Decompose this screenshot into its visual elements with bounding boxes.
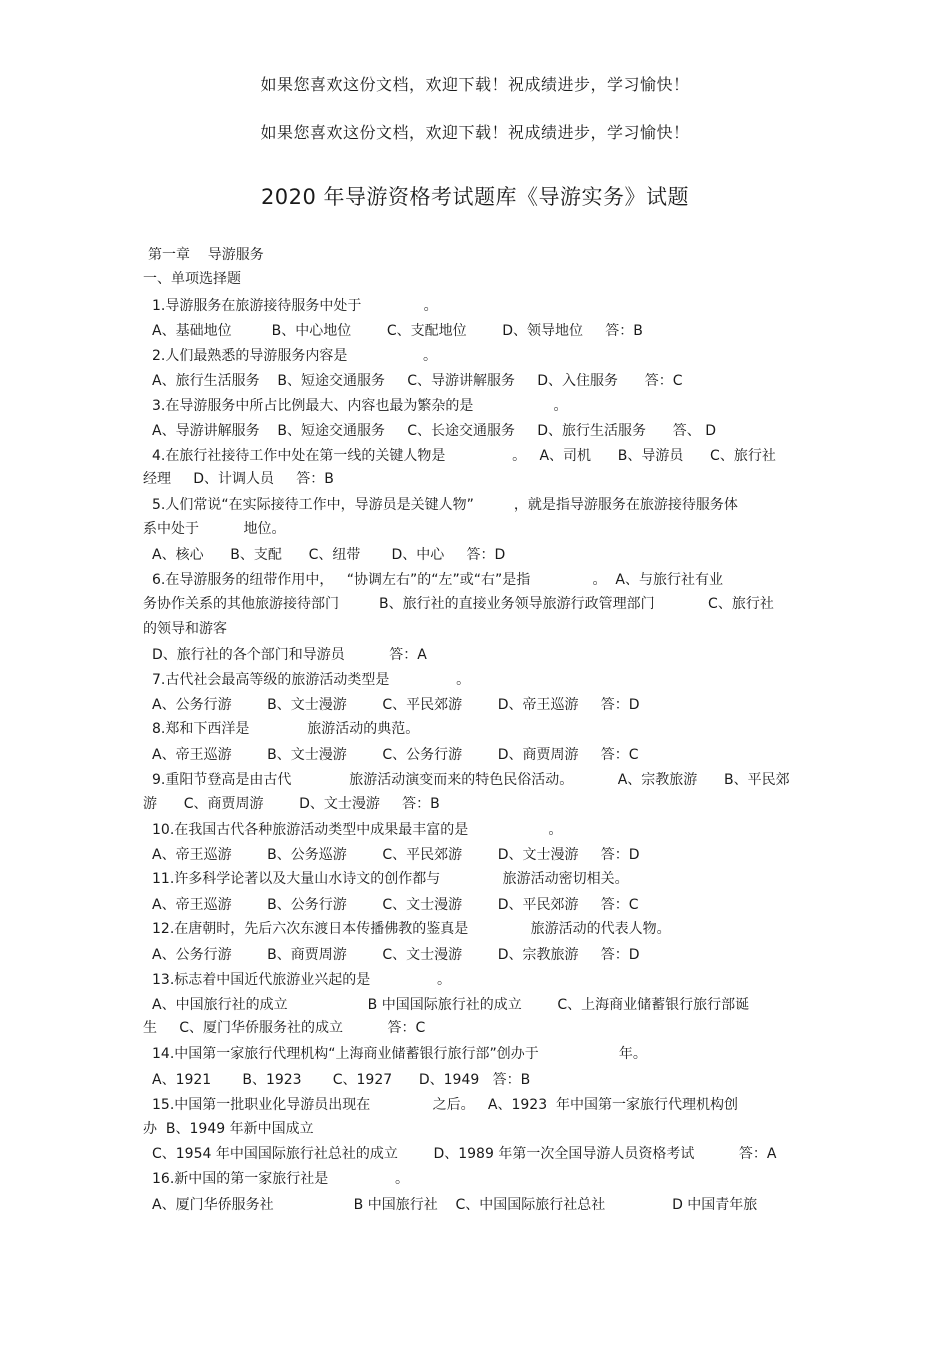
answer-options: A、导游讲解服务 B、短途交通服务 C、长途交通服务 D、旅行生活服务 答、 D — [152, 423, 716, 439]
question-text: 5.人们常说“在实际接待工作中，导游员是关键人物” ，就是指导游服务在旅游接待服务体 — [152, 497, 738, 513]
answer-options: A、核心 B、支配 C、纽带 D、中心 答：D — [152, 547, 506, 563]
download-banner-2: 如果您喜欢这份文档，欢迎下载！祝成绩进步，学习愉快！ — [260, 123, 690, 142]
question-text: 13.标志着中国近代旅游业兴起的是 。 — [152, 972, 452, 988]
answer-options: D、旅行社的各个部门和导游员 答：A — [152, 647, 427, 663]
question-text: 6.在导游服务的纽带作用中， “协调左右”的“左”或“右”是指 。 A、与旅行社有业 — [152, 572, 724, 588]
question-text: 8.郑和下西洋是 旅游活动的典范。 — [152, 721, 420, 737]
answer-options: A、帝王巡游 B、文士漫游 C、公务行游 D、商贾周游 答：C — [152, 747, 639, 763]
question-text: 14.中国第一家旅行代理机构“上海商业储蓄银行旅行部”创办于 年。 — [152, 1046, 647, 1062]
question-continuation: 经理 D、计调人员 答：B — [143, 471, 334, 487]
section-heading: 一、单项选择题 — [143, 271, 241, 287]
question-text: 1.导游服务在旅游接待服务中处于 。 — [152, 298, 438, 314]
question-text: 12.在唐朝时，先后六次东渡日本传播佛教的鉴真是 旅游活动的代表人物。 — [152, 921, 671, 937]
question-continuation: 务协作关系的其他旅游接待部门 B、旅行社的直接业务领导旅游行政管理部门 C、旅行社 — [143, 596, 774, 612]
question-text: 3.在导游服务中所占比例最大、内容也最为繁杂的是 。 — [152, 398, 568, 414]
answer-options: A、旅行生活服务 B、短途交通服务 C、导游讲解服务 D、入住服务 答：C — [152, 373, 683, 389]
question-continuation: 生 C、厦门华侨服务社的成立 答：C — [143, 1020, 426, 1036]
question-continuation: 系中处于 地位。 — [143, 521, 286, 537]
question-text: 15.中国第一批职业化导游员出现在 之后。 A、1923 年中国第一家旅行代理机构创 — [152, 1097, 739, 1113]
answer-options: A、公务行游 B、文士漫游 C、平民郊游 D、帝王巡游 答：D — [152, 697, 640, 713]
question-text: 2.人们最熟悉的导游服务内容是 。 — [152, 348, 438, 364]
chapter-heading: 第一章 导游服务 — [148, 247, 264, 263]
answer-options: A、厦门华侨服务社 B 中国旅行社 C、中国国际旅行社总社 D 中国青年旅 — [152, 1197, 758, 1213]
question-text: 10.在我国古代各种旅游活动类型中成果最丰富的是 。 — [152, 822, 563, 838]
answer-options: A、中国旅行社的成立 B 中国国际旅行社的成立 C、上海商业储蓄银行旅行部诞 — [152, 997, 750, 1013]
question-text: 9.重阳节登高是由古代 旅游活动演变而来的特色民俗活动。 A、宗教旅游 B、平民郊 — [152, 772, 790, 788]
answer-options: A、帝王巡游 B、公务巡游 C、平民郊游 D、文士漫游 答：D — [152, 847, 640, 863]
question-text: 11.许多科学论著以及大量山水诗文的创作都与 旅游活动密切相关。 — [152, 871, 629, 887]
answer-options: A、公务行游 B、商贾周游 C、文士漫游 D、宗教旅游 答：D — [152, 947, 640, 963]
answer-options: A、帝王巡游 B、公务行游 C、文士漫游 D、平民郊游 答：C — [152, 897, 639, 913]
question-continuation: 办 B、1949 年新中国成立 — [143, 1121, 314, 1137]
question-text: 4.在旅行社接待工作中处在第一线的关键人物是 。 A、司机 B、导游员 C、旅行社 — [152, 448, 776, 464]
question-text: 7.古代社会最高等级的旅游活动类型是 。 — [152, 672, 471, 688]
answer-options: A、基础地位 B、中心地位 C、支配地位 D、领导地位 答：B — [152, 323, 643, 339]
question-text: 16.新中国的第一家旅行社是 。 — [152, 1171, 410, 1187]
answer-options: C、1954 年中国国际旅行社总社的成立 D、1989 年第一次全国导游人员资格考试 答：A — [152, 1146, 777, 1162]
answer-options: A、1921 B、1923 C、1927 D、1949 答：B — [152, 1072, 531, 1088]
question-continuation: 游 C、商贾周游 D、文士漫游 答：B — [143, 796, 440, 812]
question-continuation: 的领导和游客 — [143, 621, 227, 637]
document-title: 2020 年导游资格考试题库《导游实务》试题 — [260, 185, 690, 209]
download-banner-1: 如果您喜欢这份文档，欢迎下载！祝成绩进步，学习愉快！ — [260, 75, 690, 94]
